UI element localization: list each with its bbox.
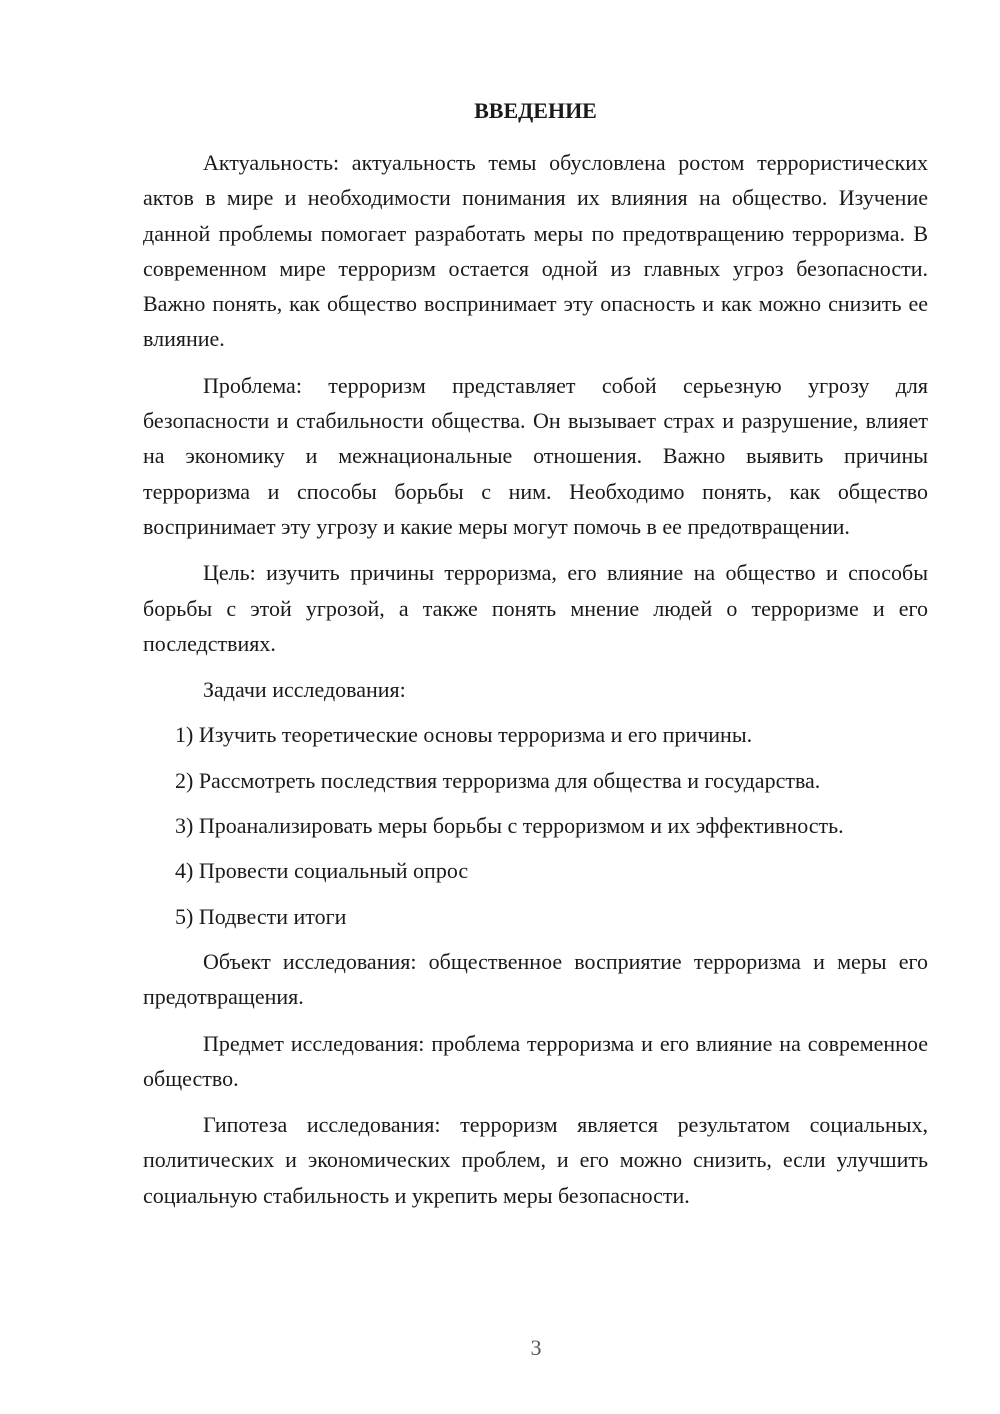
paragraph-object: Объект исследования: общественное восприятие терроризма и меры его предотвращения. [143, 948, 928, 1010]
page-number: 3 [530, 1335, 542, 1360]
task-item: 1) Изучить теоретические основы терроризма и его причины. [175, 722, 753, 748]
tasks-heading: Задачи исследования: [203, 677, 406, 703]
paragraph-hypothesis: Гипотеза исследования: терроризм является результатом социальных, политических и экономических проблем, и его можно снизить, если улучшить социальную стабильность и укрепить меры безопасности. [143, 1112, 928, 1208]
task-item: 5) Подвести итоги [175, 903, 347, 929]
task-item: 3) Проанализировать меры борьбы с терроризмом и их эффективность. [175, 813, 844, 839]
tasks-list [143, 717, 928, 933]
paragraph-problem: Проблема: терроризм представляет собой серьезную угрозу для безопасности и стабильности общества. Он вызывает страх и разрушение, влияет на экономику и межнациональные отношения. Важно выявить причины терроризма и способы борьбы с ним. Необходимо понять, как общество воспринимает эту угрозу и какие меры могут помочь в ее предотвращении. [143, 372, 928, 539]
page-title: ВВЕДЕНИЕ [474, 98, 597, 123]
task-item: 4) Провести социальный опрос [175, 858, 469, 884]
task-item: 2) Рассмотреть последствия терроризма для общества и государства. [175, 767, 821, 793]
page-content [143, 97, 928, 1224]
paragraph-goal: Цель: изучить причины терроризма, его влияние на общество и способы борьбы с этой угрозой, а также понять мнение людей о терроризме и его последствиях. [143, 560, 928, 656]
paragraph-subject: Предмет исследования: проблема терроризма и его влияние на современное общество. [143, 1030, 928, 1091]
paragraph-relevance: Актуальность: актуальность темы обусловлена ростом террористических актов в мире и необходимости понимания их влияния на общество. Изучение данной проблемы помогает разработать меры по предотвращению терроризма. В современном мире терроризм остается одной из главных угроз безопасности. Важно понять, как общество воспринимает эту опасность и как можно снизить ее влияние. [143, 150, 928, 352]
